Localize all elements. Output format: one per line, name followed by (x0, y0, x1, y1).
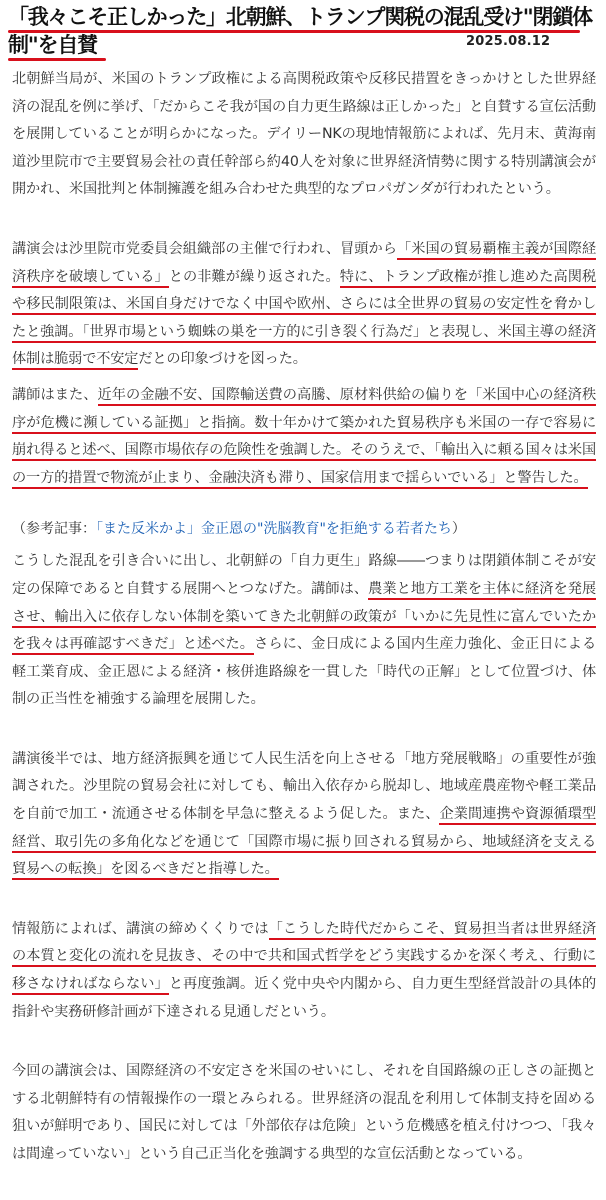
paragraph-7: 今回の講演会は、国際経済の不安定さを米国のせいにし、それを自国路線の正しさの証拠とする北朝鮮特有の情報操作の一環とみられる。世界経済の混乱を利用して体制支持を固める狙いが鮮明であり、国民に対しては「外部依存は危険」という危機感を植え付けつつ、「我々は間違っていない」という自己正当化を強調する典型的な宣伝活動となっている。 (12, 1063, 596, 1162)
paragraph-3: 講師はまた、近年の金融不安、国際輸送費の高騰、原材料供給の偏りを「米国中心の経済秩序が危機に瀕している証拠」と指摘。数十年かけて築かれた貿易秩序も米国の一存で容易に崩れ得ると述べ、国際市場依存の危険性を強調した。そのうえで、「輸出入に頼る国々は米国の一方的措置で物流が止まり、金融決済も滞り、国家信用まで揺らいでいる」と警告した。 (12, 382, 596, 492)
underlined-text: 特に、トランプ政権が推し進めた高関税や移民制限策は、米国自身だけでなく中国や欧州、さらには全世界の貿易の安定性を脅かしたと強調。「世界市場という蜘蛛の巣を一方的に引き裂く行為だ」と表現し、米国主導の経済体制は脆弱で不安定 (12, 269, 596, 371)
publish-date: 2025.08.12 (466, 34, 551, 49)
underlined-text: 企業間連携や資源循環型経営、取引先の多角化などを通じて「国際市場に振り回される貿易から、地域経済を支える貿易への転換」を図るべきだと指導した。 (12, 806, 596, 880)
title-underline (8, 58, 106, 61)
reference-article: （参考記事：「また反米かよ」金正恩の"洗脳教育"を拒絶する若者たち） (12, 521, 466, 538)
underlined-text: 農業と地方工業を主体に経済を発展させ、輸出入に依存しない体制を築いてきた北朝鮮の政策が「いかに先見性に富んでいたかを我々は再確認すべきだ」と述べた。 (12, 581, 596, 655)
article-title (8, 3, 598, 59)
paragraph-6: 情報筋によれば、講演の締めくくりでは「こうした時代だからこそ、貿易担当者は世界経済の本質と変化の流れを見抜き、その中で共和国式哲学をどう実践するかを深く考え、行動に移さなければならない」と再度強調。近く党中央や内閣から、自力更生型経営設計の具体的指針や実務研修計画が下達される見通しだという。 (12, 920, 596, 1020)
underlined-text: 「こうした時代だからこそ、貿易担当者は世界経済の本質と変化の流れを見抜き、その中で共和国式哲学をどう実践するかを深く考え、行動に移さなければならない」 (12, 921, 596, 995)
article-header (0, 0, 606, 60)
paragraph-4: こうした混乱を引き合いに出し、北朝鮮の「自力更生」路線――つまりは閉鎖体制こそが安定の保障であると自賛する展開へとつなげた。講師は、農業と地方工業を主体に経済を発展させ、輸出入に依存しない体制を築いてきた北朝鮮の政策が「いかに先見性に富んでいたかを我々は再確認すべきだ」と述べた。さらに、金日成による国内生産力強化、金正日による軽工業育成、金正恩による経済・核併進路線を一貫した「時代の正解」として位置づけ、体制の正当性を補強する論理を展開した。 (12, 553, 597, 708)
underlined-text: 近年の金融不安、国際輸送費の高騰、原材料供給の偏りを「米国中心の経済秩序が危機に瀕している証拠」と指摘。数十年かけて築かれた貿易秩序も米国の一存で容易に崩れ得ると述べ、国際市場依存の危険性を強調した。そのうえで、「輸出入に頼る国々は米国の一方的措置で物流が止まり、金融決済も滞り、国家信用まで揺らいでいる」と警告した。 (12, 387, 596, 489)
paragraph-1: 北朝鮮当局が、米国のトランプ政権による高関税政策や反移民措置をきっかけとした世界経済の混乱を例に挙げ、「だからこそ我が国の自力更生路線は正しかった」と自賛する宣伝活動を展開していることが明らかになった。デイリーNKの現地情報筋によれば、先月末、黄海南道沙里院市で主要貿易会社の責任幹部ら約40人を対象に世界経済情勢に関する特別講演会が開かれ、米国批判と体制擁護を組み合わせた典型的なプロパガンダが行われたという。 (12, 71, 596, 198)
paragraph-2: 講演会は沙里院市党委員会組織部の主催で行われ、冒頭から「米国の貿易覇権主義が国際経済秩序を破壊している」との非難が繰り返された。特に、トランプ政権が推し進めた高関税や移民制限策は、米国自身だけでなく中国や欧州、さらには全世界の貿易の安定性を脅かしたと強調。「世界市場という蜘蛛の巣を一方的に引き裂く行為だ」と表現し、米国主導の経済体制は脆弱で不安定だとの印象づけを図った。 (12, 236, 596, 374)
article-title-text: 「我々こそ正しかった」北朝鮮、トランプ関税の混乱受け"閉鎖体制"を自賛 (8, 5, 592, 57)
paragraph-5: 講演後半では、地方経済振興を通じて人民生活を向上させる「地方発展戦略」の重要性が強調された。沙里院の貿易会社に対しても、輸出入依存から脱却し、地域産農産物や軽工業品を自前で加工・流通させる体制を早急に整えるよう促した。また、企業間連携や資源循環型経営、取引先の多角化などを通じて「国際市場に振り回される貿易から、地域経済を支える貿易への転換」を図るべきだと指導した。 (12, 746, 596, 884)
article-body (12, 66, 596, 1169)
reference-article-link[interactable]: 「また反米かよ」金正恩の"洗脳教育"を拒絶する若者たち (96, 521, 452, 538)
underlined-text: 「米国の貿易覇権主義が国際経済秩序を破壊している」 (12, 241, 596, 288)
title-underline (8, 30, 580, 33)
